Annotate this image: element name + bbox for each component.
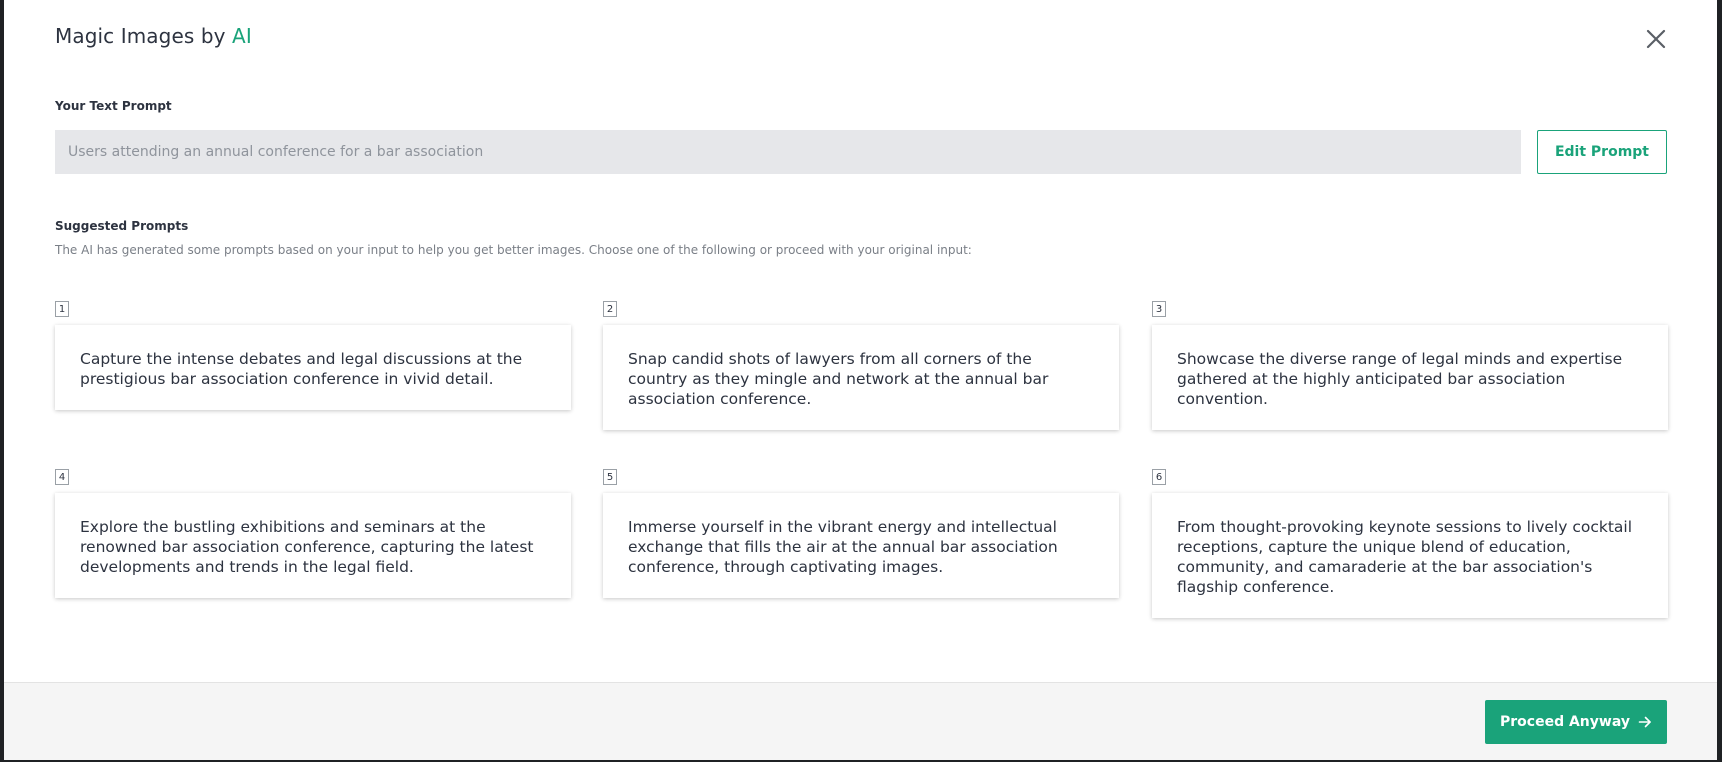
suggested-prompts-description: The AI has generated some prompts based on your input to help you get better images. Choose one of the following or proceed with your original input: [55, 243, 972, 257]
suggested-prompt-card[interactable]: Capture the intense debates and legal discussions at the prestigious bar association conference in vivid detail. [55, 325, 571, 410]
text-prompt-label: Your Text Prompt [55, 99, 172, 113]
suggested-prompt-card[interactable]: Snap candid shots of lawyers from all corners of the country as they mingle and network at the annual bar association conference. [603, 325, 1119, 430]
prompt-number-badge: 3 [1152, 301, 1166, 317]
dialog-title [55, 24, 252, 48]
arrow-right-icon [1638, 715, 1652, 729]
prompt-number-badge: 1 [55, 301, 69, 317]
prompt-number-badge: 2 [603, 301, 617, 317]
prompt-number-badge: 4 [55, 469, 69, 485]
suggested-prompt-card[interactable]: Explore the bustling exhibitions and seminars at the renowned bar association conference, capturing the latest developments and trends in the legal field. [55, 493, 571, 598]
suggested-prompt-card[interactable]: Immerse yourself in the vibrant energy and intellectual exchange that fills the air at the annual bar association conference, through captivating images. [603, 493, 1119, 598]
close-button[interactable] [1641, 24, 1671, 54]
proceed-anyway-button[interactable] [1485, 700, 1667, 744]
dialog-footer [4, 682, 1717, 760]
magic-images-dialog [4, 0, 1717, 760]
title-highlight: AI [232, 24, 252, 48]
suggested-prompt-card[interactable]: From thought-provoking keynote sessions to lively cocktail receptions, capture the unique blend of education, community, and camaraderie at the bar association's flagship conference. [1152, 493, 1668, 618]
text-prompt-input[interactable] [55, 130, 1521, 174]
title-prefix: Magic Images by [55, 24, 233, 48]
prompt-number-badge: 5 [603, 469, 617, 485]
prompt-number-badge: 6 [1152, 469, 1166, 485]
suggested-prompt-card[interactable]: Showcase the diverse range of legal minds and expertise gathered at the highly anticipated bar association convention. [1152, 325, 1668, 430]
edit-prompt-button[interactable]: Edit Prompt [1537, 130, 1667, 174]
proceed-label: Proceed Anyway [1500, 714, 1630, 730]
close-icon [1641, 24, 1671, 54]
suggested-prompts-label: Suggested Prompts [55, 219, 189, 233]
